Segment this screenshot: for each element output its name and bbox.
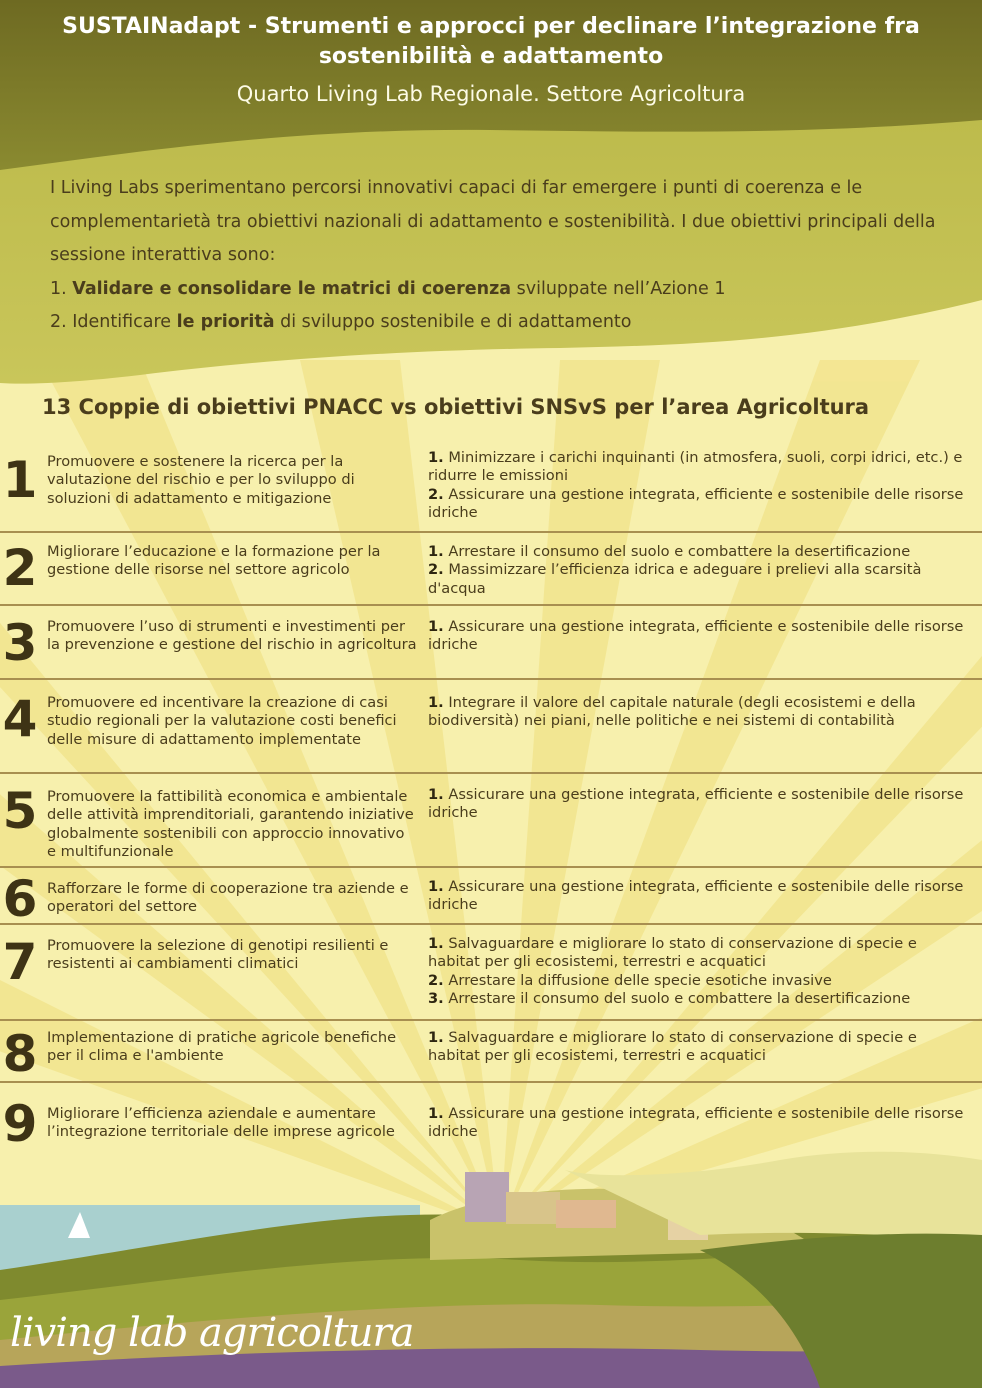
pair-row	[0, 443, 982, 533]
snsvs-item	[428, 878, 973, 915]
objective-2-prefix: 2. Identificare	[50, 312, 177, 332]
snsvs-objectives	[428, 786, 973, 823]
snsvs-item	[428, 786, 973, 823]
objective-1-prefix: 1.	[50, 278, 73, 299]
pnacc-objective: Migliorare l’educazione e la formazione per la gestione delle risorse nel settore agricolo	[47, 543, 381, 579]
snsvs-item-number: 1.	[428, 1105, 444, 1122]
pnacc-objective: Promuovere la fattibilità economica e ambientale delle attività imprenditoriali, garantendo iniziative globalmente sostenibili con approccio innovativo e multifunzionale	[47, 788, 414, 861]
pair-number: 8	[2, 1025, 38, 1083]
snsvs-item-text: Assicurare una gestione integrata, efficiente e sostenibile delle risorse idriche	[428, 1105, 964, 1141]
pnacc-objective: Implementazione di pratiche agricole benefiche per il clima e l'ambiente	[47, 1029, 397, 1065]
snsvs-item	[428, 561, 973, 598]
snsvs-item-number: 1.	[428, 935, 444, 952]
pair-row	[0, 1021, 982, 1083]
objective-2	[50, 306, 950, 340]
snsvs-item-text: Assicurare una gestione integrata, efficiente e sostenibile delle risorse idriche	[428, 618, 964, 654]
snsvs-objectives	[428, 449, 973, 523]
pair-row	[0, 925, 982, 1021]
intro-paragraph: I Living Labs sperimentano percorsi innovativi capaci di far emergere i punti di coerenza e le complementarietà tra obiettivi nazionali di adattamento e sostenibilità. I due obiettivi principali della sessione interattiva sono:	[50, 178, 936, 265]
snsvs-item-number: 3.	[428, 990, 444, 1008]
snsvs-item-number: 1.	[428, 449, 444, 466]
pair-number: 7	[2, 933, 38, 991]
pnacc-objective: Rafforzare le forme di cooperazione tra aziende e operatori del settore	[47, 880, 409, 916]
page-title: SUSTAINadapt - Strumenti e approcci per declinare l’integrazione fra sostenibilità e adattamento	[62, 14, 920, 69]
snsvs-item-number: 1.	[428, 543, 444, 560]
snsvs-item-text: Salvaguardare e migliorare lo stato di conservazione di specie e habitat per gli ecosistemi, terrestri e acquatici	[428, 1029, 917, 1065]
snsvs-item-text: Assicurare una gestione integrata, efficiente e sostenibile delle risorse idriche	[428, 485, 964, 522]
snsvs-item-text: Arrestare la diffusione delle specie esotiche invasive	[448, 971, 832, 989]
snsvs-item-number: 1.	[428, 618, 444, 635]
pair-number: 1	[2, 451, 38, 509]
pair-row	[0, 774, 982, 868]
snsvs-objectives	[428, 935, 973, 1009]
pair-number: 5	[2, 782, 38, 840]
pair-number: 4	[2, 690, 38, 748]
pair-row	[0, 533, 982, 606]
pnacc-objective: Promuovere ed incentivare la creazione di casi studio regionali per la valutazione costi benefici delle misure di adattamento implementate	[47, 694, 397, 748]
snsvs-item	[428, 486, 973, 523]
snsvs-item	[428, 449, 973, 486]
section-title: 13 Coppie di obiettivi PNACC vs obiettivi SNSvS per l’area Agricoltura	[42, 395, 870, 419]
snsvs-item-text: Integrare il valore del capitale naturale (degli ecosistemi e della biodiversità) nei piani, nelle politiche e nei sistemi di contabilità	[428, 694, 916, 730]
snsvs-item	[428, 543, 973, 561]
snsvs-item-text: Arrestare il consumo del suolo e combattere la desertificazione	[448, 543, 911, 560]
pair-number: 9	[2, 1095, 38, 1153]
snsvs-item	[428, 1029, 973, 1066]
pair-number: 3	[2, 614, 38, 672]
pnacc-objective: Promuovere la selezione di genotipi resilienti e resistenti ai cambiamenti climatici	[47, 937, 389, 973]
page-subtitle: Quarto Living Lab Regionale. Settore Agricoltura	[236, 82, 746, 106]
objective-2-rest: di sviluppo sostenibile e di adattamento	[274, 312, 632, 332]
snsvs-item-number: 2.	[428, 485, 444, 503]
objective-1-rest: sviluppate nell’Azione 1	[511, 278, 726, 299]
snsvs-item-number: 2.	[428, 561, 444, 579]
snsvs-item-text: Assicurare una gestione integrata, efficiente e sostenibile delle risorse idriche	[428, 878, 964, 914]
objective-1	[50, 273, 950, 307]
snsvs-item	[428, 972, 973, 990]
snsvs-item-text: Massimizzare l’efficienza idrica e adeguare i prelievi alla scarsità d'acqua	[428, 561, 922, 597]
footer-label: living lab agricoltura	[10, 1310, 414, 1356]
page-header	[0, 0, 982, 130]
snsvs-item-text: Minimizzare i carichi inquinanti (in atmosfera, suoli, corpi idrici, etc.) e ridurre le emissioni	[428, 449, 963, 485]
snsvs-objectives	[428, 1029, 973, 1066]
snsvs-item	[428, 618, 973, 655]
pnacc-objective: Promuovere e sostenere la ricerca per la valutazione del rischio e per lo sviluppo di soluzioni di adattamento e mitigazione	[47, 453, 355, 507]
snsvs-objectives	[428, 618, 973, 655]
snsvs-objectives	[428, 694, 973, 731]
pair-row	[0, 680, 982, 774]
pair-row	[0, 1083, 982, 1163]
intro-text	[50, 172, 950, 340]
snsvs-item-text: Salvaguardare e migliorare lo stato di conservazione di specie e habitat per gli ecosistemi, terrestri e acquatici	[428, 935, 917, 971]
snsvs-objectives	[428, 878, 973, 915]
pnacc-objective: Migliorare l’efficienza aziendale e aumentare l’integrazione territoriale delle imprese agricole	[47, 1105, 395, 1141]
snsvs-item-text: Arrestare il consumo del suolo e combattere la desertificazione	[448, 990, 911, 1008]
snsvs-item-number: 1.	[428, 1029, 444, 1046]
pnacc-objective: Promuovere l’uso di strumenti e investimenti per la prevenzione e gestione del rischio in agricoltura	[47, 618, 417, 654]
snsvs-objectives	[428, 543, 973, 598]
objective-2-bold: le priorità	[176, 312, 275, 332]
snsvs-item	[428, 935, 973, 972]
objective-1-bold: Validare e consolidare le matrici di coerenza	[72, 278, 512, 299]
snsvs-item-text: Assicurare una gestione integrata, efficiente e sostenibile delle risorse idriche	[428, 786, 964, 822]
snsvs-item-number: 1.	[428, 878, 444, 895]
snsvs-item-number: 1.	[428, 786, 444, 803]
snsvs-item-number: 2.	[428, 971, 444, 989]
snsvs-item	[428, 1105, 973, 1142]
pair-number: 2	[2, 539, 38, 597]
snsvs-item-number: 1.	[428, 694, 444, 711]
snsvs-item	[428, 990, 973, 1008]
snsvs-objectives	[428, 1105, 973, 1142]
pair-row	[0, 606, 982, 680]
snsvs-item	[428, 694, 973, 731]
pair-number: 6	[2, 870, 38, 928]
pair-row	[0, 868, 982, 928]
